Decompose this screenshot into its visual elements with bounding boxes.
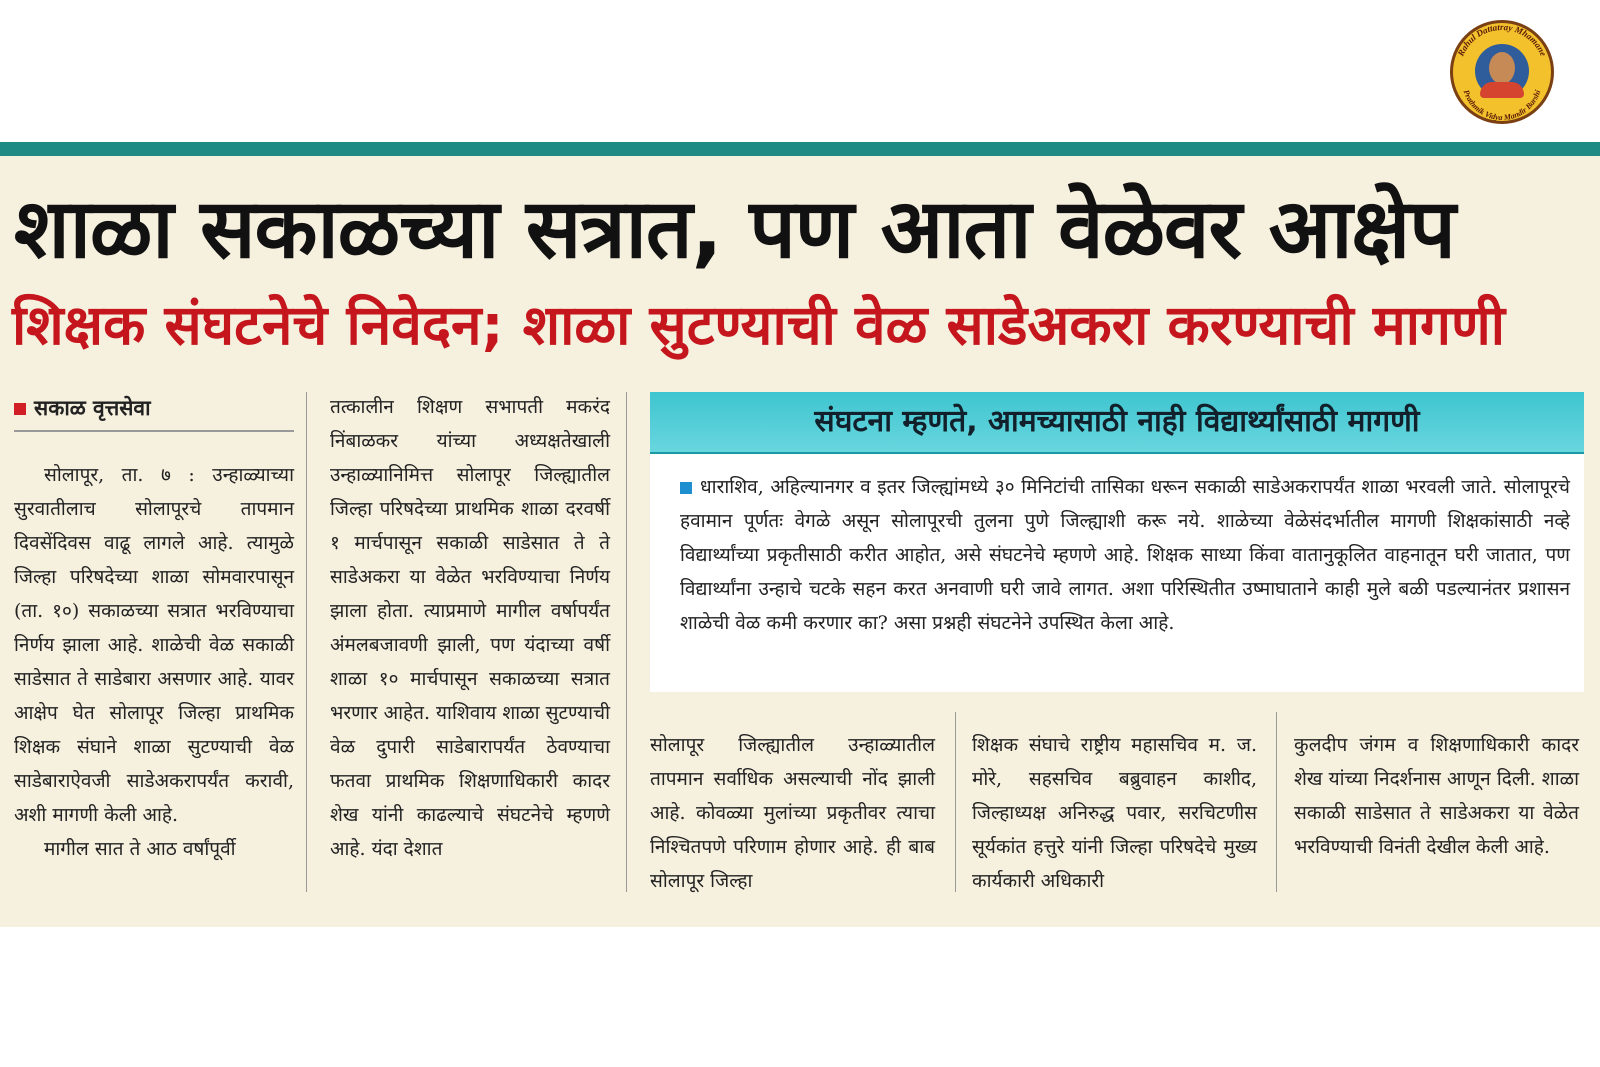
article-column-3 [650,728,935,898]
article-column-5 [1294,728,1579,864]
column-rule [306,392,307,892]
logo-text-bottom: Prathmik Vidya Mandir Barshi [1461,88,1543,123]
article-column-4 [972,728,1257,898]
sidebar-box-text [680,470,1570,640]
box-square-icon [680,482,692,494]
byline-square-icon [14,403,26,415]
byline-text: सकाळ वृत्तसेवा [34,396,151,420]
logo-text-top: Rahul Dattatray Mhamane [1455,21,1549,58]
article-column-1 [14,458,294,866]
headline: शाळा सकाळच्या सत्रात, पण आता वेळेवर आक्षेप [14,182,1455,277]
column-rule [1276,712,1277,892]
col1-paragraph-1: सोलापूर, ता. ७ : उन्हाळ्याच्या सुरवातीलाच सोलापूरचे तापमान दिवसेंदिवस वाढू लागले आहे. त्यामुळे जिल्हा परिषदेच्या शाळा सोमवारपासून (ता. १०) सकाळच्या सत्रात भरविण्याचा निर्णय झाला आहे. शाळेची वेळ सकाळी साडेसात ते साडेबारा असणार आहे. यावर आक्षेप घेत सोलापूर जिल्हा प्राथमिक शिक्षक संघाने शाळा सुटण्याची वेळ साडेबाराऐवजी साडेअकरापर्यंत करावी, अशी मागणी केली आहे. [14,464,294,826]
column-rule [626,392,627,892]
svg-text:Rahul Dattatray Mhamane [1455,22,1548,59]
byline [14,394,294,432]
subheadline: शिक्षक संघटनेचे निवेदन; शाळा सुटण्याची वेळ साडेअकरा करण्याची मागणी [12,293,1505,357]
sidebar-box-title: संघटना म्हणते, आमच्यासाठी नाही विद्यार्थ्यांसाठी मागणी [650,392,1584,454]
col4-paragraph-1: शिक्षक संघाचे राष्ट्रीय महासचिव म. ज. मोरे, सहसचिव बब्रुवाहन काशीद, जिल्हाध्यक्ष अनिरुद्ध पवार, सरचिटणीस सूर्यकांत हत्तुरे यांनी जिल्हा परिषदेचे मुख्य कार्यकारी अधिकारी [972,734,1257,892]
sidebar-box-body: धाराशिव, अहिल्यानगर व इतर जिल्ह्यांमध्ये ३० मिनिटांची तासिका धरून सकाळी साडेअकरापर्यंत शाळा भरवली जाते. सोलापूरचे हवामान पूर्णतः वेगळे असून सोलापूरची तुलना पुणे जिल्ह्याशी करू नये. शाळेच्या वेळेसंदर्भातील मागणी शिक्षकांसाठी नव्हे विद्यार्थ्यांच्या प्रकृतीसाठी करीत आहोत, असे संघटनेचे म्हणणे आहे. शिक्षक साध्या किंवा वातानुकूलित वाहनातून घरी जातात, पण विद्यार्थ्यांना उन्हाचे चटके सहन करत अनवाणी घरी जावे लागत. अशा परिस्थितीत उष्माघाताने काही मुले बळी पडल्यानंतर प्रशासन शाळेची वेळ कमी करणार का? असा प्रश्नही संघटनेने उपस्थित केला आहे. [680,476,1570,634]
column-rule [955,712,956,892]
col1-paragraph-2: मागील सात ते आठ वर्षांपूर्वी [44,838,236,860]
svg-text:Prathmik Vidya Mandir Barshi [1462,88,1543,122]
article-column-2 [330,390,610,866]
col3-paragraph-1: सोलापूर जिल्ह्यातील उन्हाळ्यातील तापमान सर्वाधिक असल्याची नोंद झाली आहे. कोवळ्या मुलांच्या प्रकृतीवर त्याचा निश्चितपणे परिणाम होणार आहे. ही बाब सोलापूर जिल्हा [650,734,935,892]
accent-bar [0,142,1600,156]
col5-paragraph-1: कुलदीप जंगम व शिक्षणाधिकारी कादर शेख यांच्या निदर्शनास आणून दिली. शाळा सकाळी साडेसात ते साडेअकरा या वेळेत भरविण्याची विनंती देखील केली आहे. [1294,734,1579,858]
col2-paragraph-1: तत्कालीन शिक्षण सभापती मकरंद निंबाळकर यांच्या अध्यक्षतेखाली उन्हाळ्यानिमित्त सोलापूर जिल्ह्यातील जिल्हा परिषदेच्या प्राथमिक शाळा दरवर्षी १ मार्चपासून सकाळी साडेसात ते ते साडेअकरा या वेळेत भरविण्याचा निर्णय झाला होता. त्याप्रमाणे मागील वर्षापर्यंत अंमलबजावणी झाली, पण यंदाच्या वर्षी शाळा १० मार्चपासून सकाळच्या सत्रात भरणार आहेत. याशिवाय शाळा सुटण्याची वेळ दुपारी साडेबारापर्यंत ठेवण्याचा फतवा प्राथमिक शिक्षणाधिकारी कादर शेख यांनी काढल्याचे संघटनेचे म्हणणे आहे. यंदा देशात [330,396,610,860]
logo-lettering [0,0,1600,140]
